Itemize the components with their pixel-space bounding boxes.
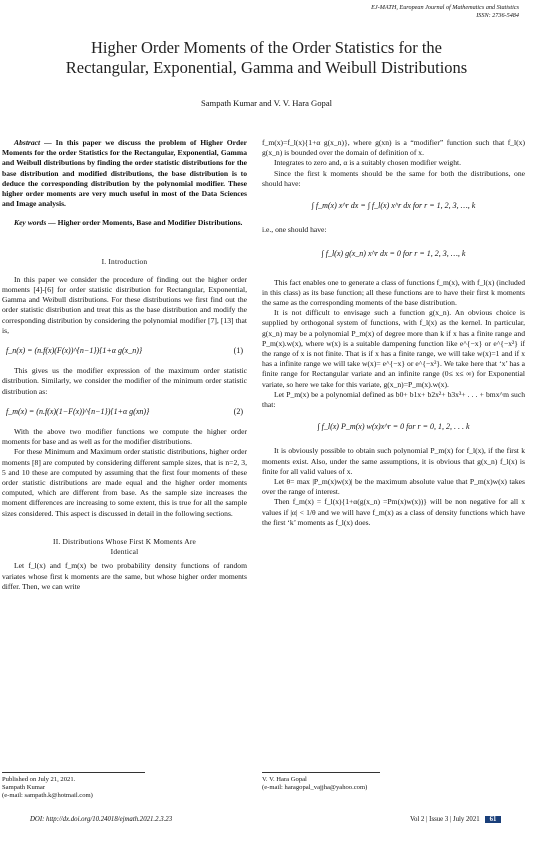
page-number: 61 xyxy=(485,816,502,823)
issn: ISSN: 2736-5484 xyxy=(476,12,519,19)
right-para-5: This fact enables one to generate a class of functions f_m(x), with f_l(x) (included in this class) as its base function; all these functions are to have their first k moments the same as the corresponding moments of the base distribution. xyxy=(262,277,525,308)
equation-2-body: f_m(x) = (n.f(x)(1−F(x))^{n−1}){1+α g(xn)} xyxy=(6,406,150,416)
keywords-label: Key words — xyxy=(14,218,56,228)
section-heading-2-line-2: Identical xyxy=(110,547,139,557)
footnote-email-2: (e-mail: haragopal_vajjha@yahoo.com) xyxy=(262,784,368,792)
intro-para-2: This gives us the modifier expression of the maximum order statistic distribution. Similarly, we consider the modifier of the minimum order statistic distribution as: xyxy=(2,366,247,396)
right-para-9: Let θ= max |P_m(x)w(x)| be the maximum absolute value that P_m(x)w(x) takes over the range of interest. xyxy=(262,477,525,497)
abstract-text: In this paper we discuss the problem of Higher Order Moments for the order Statistics for the Rectangular, Exponential, Gamma and Weibull distributions by finding the order statistic distributions for the base distribution and modified distributions, the base distribution is to deduce the corresponding distribution by the polynomial modifier. These higher order moments are very much useful in most of the Data Sciences and Image analysis. xyxy=(2,138,248,209)
section2-para-1: Let f_l(x) and f_m(x) be two probability density functions of random variates whose first k moments are the same, but whose higher order moments differ. Then, we can write xyxy=(2,561,247,591)
left-column xyxy=(2,138,247,592)
abstract xyxy=(2,138,247,209)
left-footnote xyxy=(2,776,93,801)
section-heading-intro: I. Introduction xyxy=(101,256,148,266)
intro-para-1: In this paper we consider the procedure of finding out the higher order moments [4]-[6] for order statistic distribution for Rectangular, Exponential, Gamma and Weibull distributions. For these distributions we first find out the order statistic distribution and treat this as the base distribution and modify the corresponding distribution by considering the polynomial modifier [7], [13] that is, xyxy=(2,274,247,335)
journal-name: EJ-MATH, European Journal of Mathematics and Statistics xyxy=(371,4,519,11)
volume-info: Vol 2 | Issue 3 | July 2021 xyxy=(410,816,480,823)
right-para-1: f_m(x)=f_l(x){1+α g(x_n)}, where g(xn) is a “modifier” function such that f_l(x) g(x_n) is bounded over the domain of definition of x. xyxy=(262,138,525,158)
equation-1-number: (1) xyxy=(233,346,243,356)
right-column xyxy=(262,138,525,528)
right-para-2: Integrates to zero and, α is a suitably chosen modifier weight. xyxy=(274,158,462,168)
right-para-8: It is obviously possible to obtain such polynomial P_m(x) for f_l(x), if the first k moments exist. Also, under the same assumptions, it is obvious that g(x_n) f_l(x) is finite for all valid values of x. xyxy=(262,446,525,476)
intro-para-4: For these Minimum and Maximum order statistic distributions, higher order moments [8] are computed by considering different sample sizes, that is n=2, 3, 5 and 10 these are computed by assuming that the first four moments of these order statistic distributions are made equal and the higher order moments computed, which are different from base. As the sample size increases the moment differences are increasing to some extent, this is true for all the sample sizes considered. This aspect is discussed in detail in the following sections. xyxy=(2,447,247,518)
equation-1 xyxy=(6,346,243,356)
right-para-10: Then f_m(x) = f_l(x){1+α(g(x_n) =Pm(x)w(x))} will be non negative for all x values if |α| < 1/θ and we will have f_m(x) as a class of density functions which have the first ‘k’ moments as f_l(x) does. xyxy=(262,497,525,527)
intro-para-3: With the above two modifier functions we compute the higher order moments for base and as well as for the modifier distributions. xyxy=(2,427,247,447)
section-heading-2-line-1: II. Distributions Whose First K Moments Are xyxy=(53,536,196,546)
keywords-text: Higher order Moments, Base and Modifier Distributions. xyxy=(55,218,243,228)
footnote-published: Published on July 21, 2021. xyxy=(2,776,76,783)
right-para-3: Since the first k moments should be the same for both the distributions, one should have: xyxy=(262,168,525,188)
right-para-7: Let P_m(x) be a polynomial defined as b0+ b1x+ b2x²+ b3x³+ . . . + bmx^m such that: xyxy=(262,389,525,410)
journal-header xyxy=(371,4,519,20)
footnote-author-2: V. V. Hara Gopal xyxy=(262,776,307,783)
footnote-rule xyxy=(2,772,145,773)
title-line-2: Rectangular, Exponential, Gamma and Weibull Distributions xyxy=(65,58,468,77)
footnote-email-1: (e-mail: sampath.k@hotmail.com) xyxy=(2,792,93,800)
keywords xyxy=(2,218,247,228)
right-footnote xyxy=(262,776,367,792)
equation-1-body: f_n(x) = (n.f(x)(F(x))^{n−1}){1+α g(x_n)} xyxy=(6,346,143,356)
equation-2-number: (2) xyxy=(233,406,243,416)
authors: Sampath Kumar and V. V. Hara Gopal xyxy=(200,98,333,108)
doi-footer: DOI: http://dx.doi.org/10.24018/ejmath.2021.2.3.23 xyxy=(30,816,173,823)
equation-5: ∫ f_l(x) P_m(x) w(x)x^r = 0 for r = 0, 1, 2, . . . k xyxy=(317,422,470,432)
equation-3: ∫ f_m(x) x^r dx = ∫ f_l(x) x^r dx for r = 1, 2, 3, …, k xyxy=(311,201,476,211)
footnote-author-1: Sampath Kumar xyxy=(2,784,46,792)
right-para-4: i.e., one should have: xyxy=(262,225,327,235)
title-line-1: Higher Order Moments of the Order Statistics for the xyxy=(91,38,442,57)
equation-4: ∫ f_l(x) g(x_n) x^r dx = 0 for r = 1, 2, 3, …, k xyxy=(321,249,466,259)
equation-2 xyxy=(6,407,243,417)
paper-title xyxy=(10,38,523,78)
issue-footer xyxy=(410,816,501,823)
right-para-6: It is not difficult to envisage such a function g(x_n). An obvious choice is supplied by orthogonal system of functions, with f_l(x) as the kernel. In particular, g(x_n) may be a polynomial P_m(x) of degree more than k if x has a finite range and P_m(x).w(x), where w(x) is a suitable dampening function like e^{−x} or e^{−x²} if the range of x is not finite. That is if x has a finite range, we will take w(x)=1 and if x has a infinite range we will take w(x)= e^{−x} or e^{−x²}. We take here that ‘x’ has a finite range for Rectangular variate and an infinite range (0≤ x≤ ∞) for Exponential variate, so here we take for this variate, g(x_n)=P_m(x).w(x). xyxy=(262,308,525,389)
abstract-label: Abstract — xyxy=(14,138,52,147)
footnote-rule-right xyxy=(262,772,380,773)
